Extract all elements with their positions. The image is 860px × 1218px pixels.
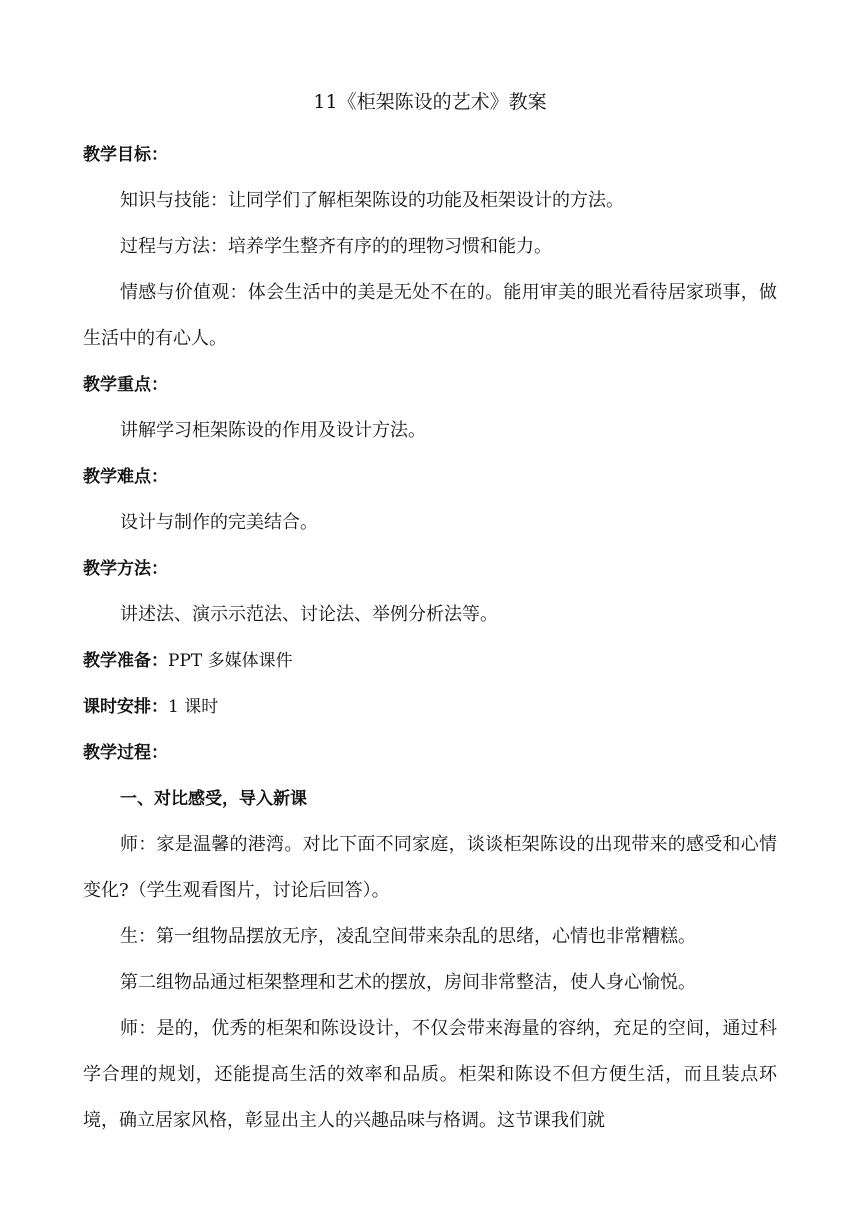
goal-process: 过程与方法：培养学生整齐有序的的理物习惯和能力。 [120,236,552,257]
process-paragraph: 师：是的，优秀的柜架和陈设设计，不仅会带来海量的容纳，充足的空间，通过科学合理的规划，还能提高生活的效率和品质。柜架和陈设不但方便生活，而且装点环境，确立居家风格，彰显出主人的兴趣品味与格调。这节课我们就 [83,1018,777,1131]
process-paragraph: 第二组物品通过柜架整理和艺术的摆放，房间非常整洁，使人身心愉悦。 [120,972,696,993]
process-paragraph: 生：第一组物品摆放无序，凌乱空间带来杂乱的思绪，心情也非常糟糕。 [120,926,696,947]
schedule-line [83,684,777,730]
difficulties-heading: 教学难点： [83,467,168,487]
key-points-text: 讲解学习柜架陈设的作用及设计方法。 [120,420,426,441]
preparation-line [83,638,777,684]
preparation-label: 教学准备： [83,651,168,671]
schedule-value: 1 课时 [168,697,219,717]
section1-title: 一、对比感受，导入新课 [120,789,307,809]
page-title: 11《柜架陈设的艺术》教案 [313,91,547,113]
methods-text: 讲述法、演示示范法、讨论法、举例分析法等。 [120,604,498,625]
goal-emotion: 情感与价值观：体会生活中的美是无处不在的。能用审美的眼光看待居家琐事，做生活中的有心人。 [83,282,777,349]
process-heading: 教学过程： [83,743,168,763]
goals-heading: 教学目标： [83,145,168,165]
preparation-value: PPT 多媒体课件 [168,651,293,671]
document-body [83,88,777,1144]
methods-heading: 教学方法： [83,559,168,579]
goal-knowledge: 知识与技能：让同学们了解柜架陈设的功能及柜架设计的方法。 [120,190,624,211]
key-points-heading: 教学重点： [83,375,168,395]
difficulties-text: 设计与制作的完美结合。 [120,512,318,533]
schedule-label: 课时安排： [83,697,168,717]
process-paragraph: 师：家是温馨的港湾。对比下面不同家庭，谈谈柜架陈设的出现带来的感受和心情变化?（学生观看图片，讨论后回答）。 [83,834,777,901]
